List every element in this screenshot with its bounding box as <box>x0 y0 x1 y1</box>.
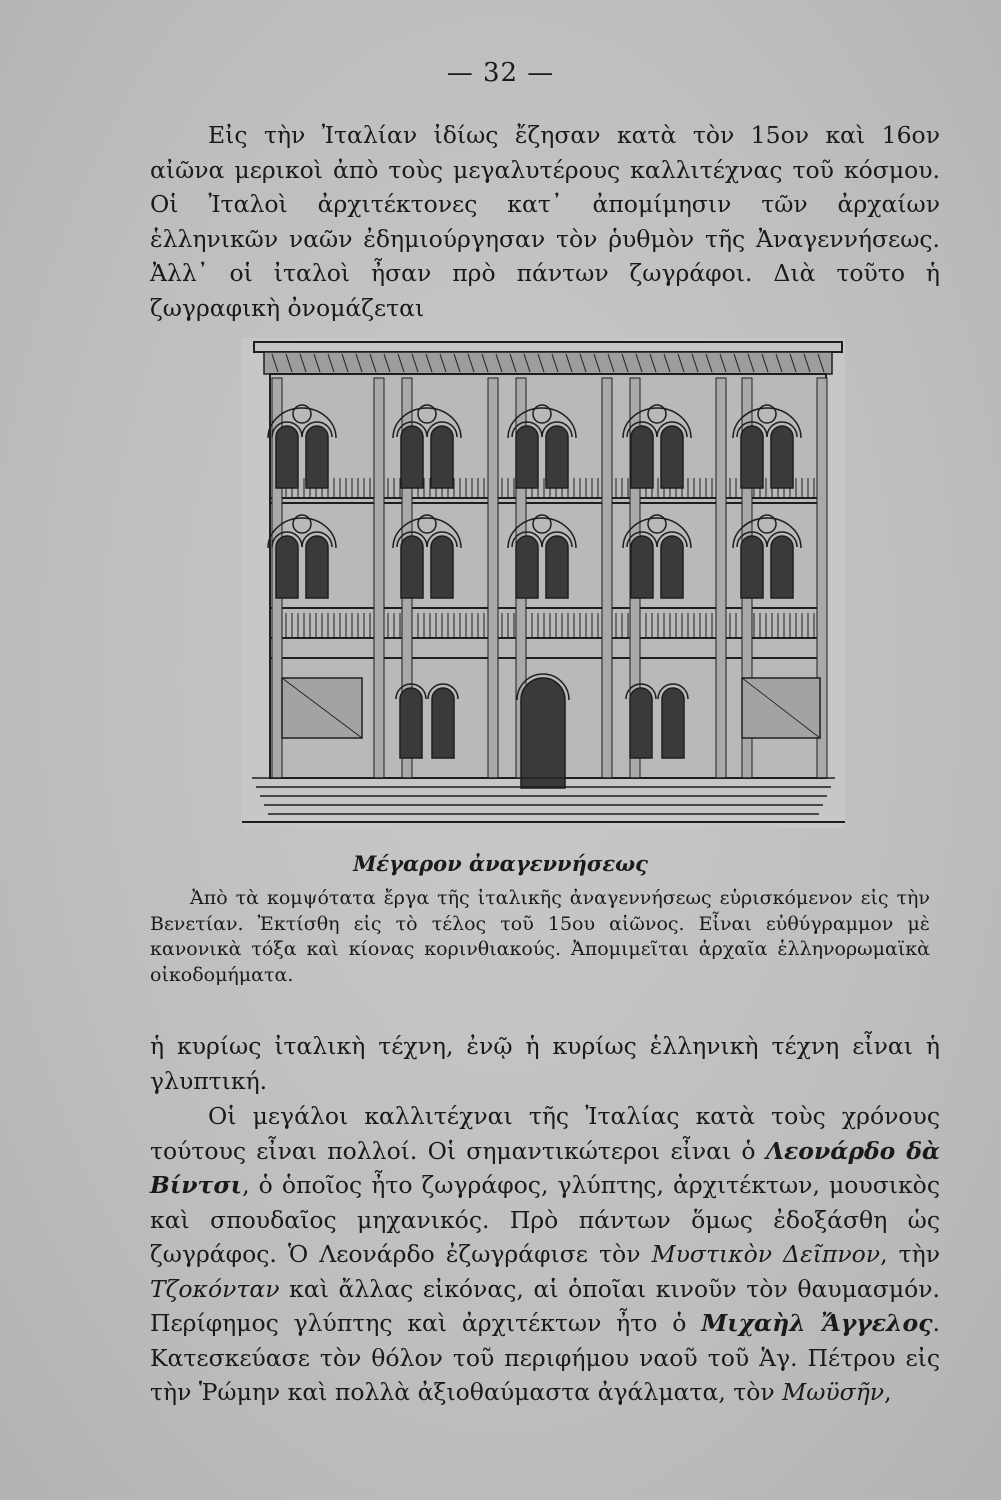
figure-caption-body: Ἀπὸ τὰ κομψότατα ἔργα τῆς ἰταλικῆς ἀναγεννήσεως εὑρισκόμενον εἰς τὴν Βενετίαν. Ἐκτίσθη εἰς τὸ τέλος τοῦ 15ου αἰῶνος. Εἶναι εὐθύγραμμον μὲ κανονικὰ τόξα καὶ κίονας κορινθιακούς. Ἀπομιμεῖται ἀρχαῖα ἑλληνορωμαϊκὰ οἰκοδομήματα. <box>150 887 930 986</box>
arched-window <box>661 426 683 488</box>
arched-window <box>431 536 453 598</box>
paragraph-intro: Εἰς τὴν Ἰταλίαν ἰδίως ἔζησαν κατὰ τὸν 15ον καὶ 16ον αἰῶνα μερικοὶ ἀπὸ τοὺς μεγαλυτέρους καλλιτέχνας τοῦ κόσμου. Οἱ Ἰταλοὶ ἀρχιτέκτονες κατ᾽ ἀπομίμησιν τῶν ἀρχαίων ἑλληνικῶν ναῶν ἐδημιούργησαν τὸν ῥυθμὸν τῆς Ἀναγεννήσεως. Ἀλλ᾽ οἱ ἰταλοὶ ἦσαν πρὸ πάντων ζωγράφοι. Διὰ τοῦτο ἡ ζωγραφικὴ ὀνομάζεται <box>150 121 940 322</box>
arched-window <box>401 426 423 488</box>
main-doorway <box>521 678 565 788</box>
arched-window <box>276 536 298 598</box>
arched-window <box>546 536 568 598</box>
arched-window <box>631 536 653 598</box>
work-gioconda: Τζοκόνταν <box>150 1274 280 1303</box>
palace-illustration <box>242 338 845 828</box>
paragraph-artists-text-3: , τὴν <box>880 1240 940 1268</box>
paragraph-artists-text-1: Οἱ μεγάλοι καλλιτέχναι τῆς Ἰταλίας κατὰ τοὺς χρόνους τούτους εἶναι πολλοί. Οἱ σημαντικώτεροι εἶναι ὁ <box>150 1102 940 1165</box>
paragraph-artists-text-6: , <box>884 1378 892 1406</box>
paragraph-artists <box>150 1099 940 1410</box>
ground-window <box>662 688 684 758</box>
arched-window <box>516 536 538 598</box>
paragraph-artists-text-4: καὶ ἄλλας εἰκόνας, αἱ ὁποῖαι κινοῦν τὸν θαυμασμόν. Περίφημος γλύπτης καὶ ἀρχιτέκτων ἦτο ὁ <box>150 1274 940 1337</box>
ground-window <box>630 688 652 758</box>
paragraph-artists-text-5: . Κατεσκεύασε τὸν θόλον τοῦ περιφήμου ναοῦ τοῦ Ἁγ. Πέτρου εἰς τὴν Ῥώμην καὶ πολλὰ ἀξιοθαύμαστα ἀγάλματα, τὸν <box>150 1309 940 1406</box>
arched-window <box>306 426 328 488</box>
arched-window <box>401 536 423 598</box>
ground-window <box>432 688 454 758</box>
pilaster <box>602 378 612 778</box>
arched-window <box>546 426 568 488</box>
page-number: — 32 — <box>446 58 555 88</box>
arched-window <box>771 426 793 488</box>
name-leonardo: Λεονάρδο δὰ Βίντσι <box>150 1136 940 1199</box>
arched-window <box>306 536 328 598</box>
arched-window <box>771 536 793 598</box>
paragraph-sculpture: ἡ κυρίως ἰταλικὴ τέχνη, ἐνῷ ἡ κυρίως ἑλληνικὴ τέχνη εἶναι ἡ γλυπτική. <box>150 1032 940 1095</box>
pilaster <box>488 378 498 778</box>
frieze <box>264 352 832 374</box>
arched-window <box>631 426 653 488</box>
arched-window <box>741 536 763 598</box>
arched-window <box>661 536 683 598</box>
arched-window <box>741 426 763 488</box>
figure-caption-title: Μέγαρον ἀναγεννήσεως <box>353 851 648 876</box>
arched-window <box>516 426 538 488</box>
pilaster <box>716 378 726 778</box>
pilaster <box>374 378 384 778</box>
ground-window <box>400 688 422 758</box>
paragraph-artists-text-2: , ὁ ὁποῖος ἦτο ζωγράφος, γλύπτης, ἀρχιτέκτων, μουσικὸς καὶ σπουδαῖος μηχανικός. Πρὸ πάντων ὅμως ἐδοξάσθη ὡς ζωγράφος. Ὁ Λεονάρδο ἐζωγράφισε τὸν <box>150 1171 940 1268</box>
palace-engraving <box>242 338 845 828</box>
name-michelangelo: Μιχαὴλ Ἄγγελος <box>701 1309 933 1337</box>
arched-window <box>276 426 298 488</box>
work-moses: Μωϋσῆν <box>782 1378 885 1406</box>
work-last-supper: Μυστικὸν Δεῖπνον <box>651 1240 881 1268</box>
arched-window <box>431 426 453 488</box>
